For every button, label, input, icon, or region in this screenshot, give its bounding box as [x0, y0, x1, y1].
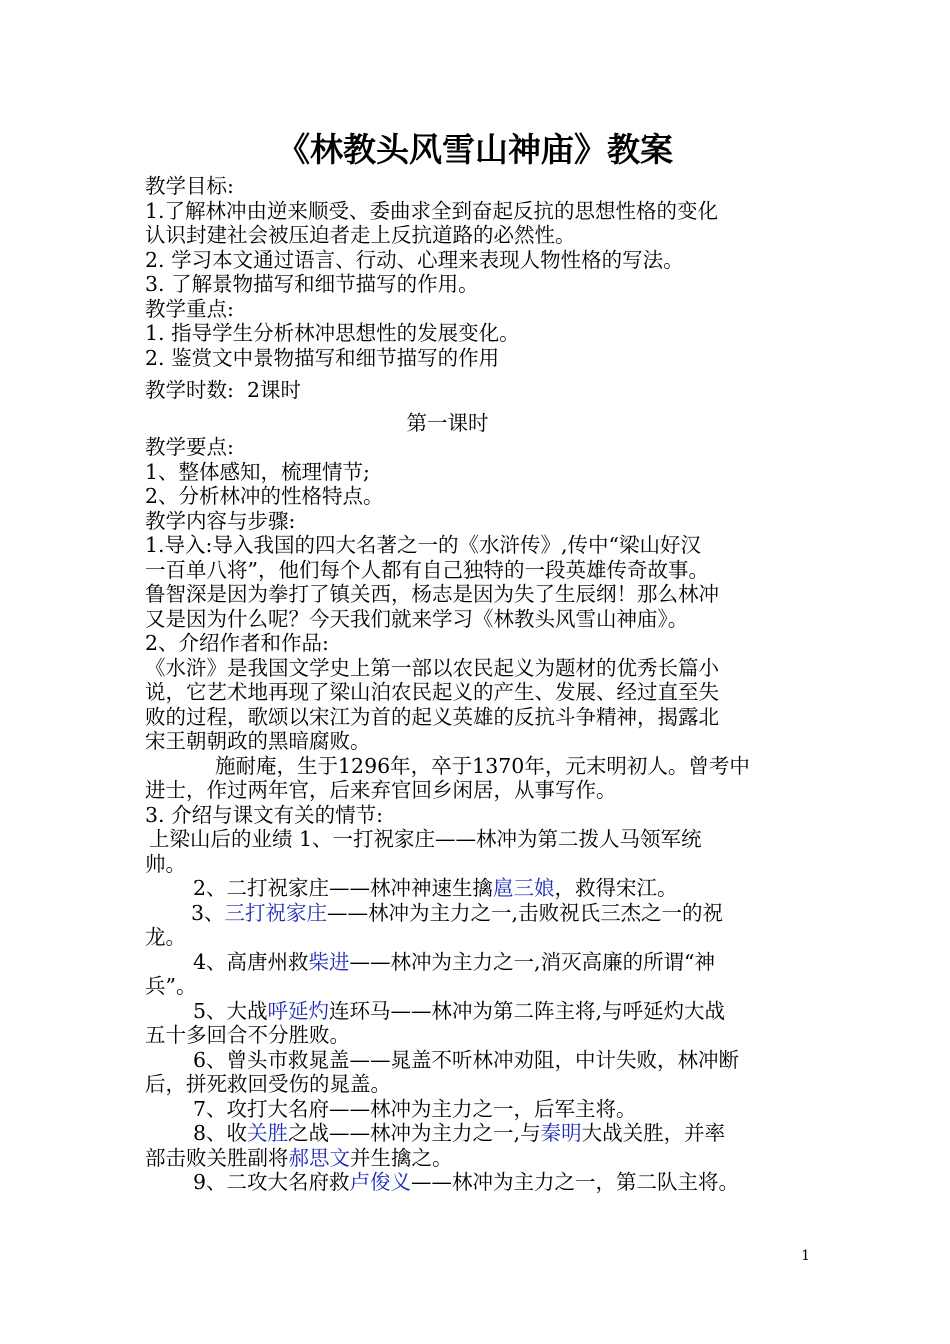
exploit-8b-tail: 并生擒之。: [350, 1145, 453, 1170]
exploit-3-text: 3、: [191, 900, 225, 925]
exploit-8: [145, 1121, 810, 1146]
intro-line-2: 一百单八将”，他们每个人都有自己独特的一段英雄传奇故事。: [145, 557, 709, 582]
hu-sanniang-link[interactable]: 扈三娘: [493, 876, 555, 900]
works-line-2: 说，它艺术地再现了梁山泊农民起义的产生、发展、经过直至失: [145, 680, 719, 704]
guan-sheng-link[interactable]: 关胜: [247, 1121, 289, 1145]
exploit-2-tail: ，救得宋江。: [554, 876, 678, 900]
hao-siwen-link[interactable]: 郝思文: [288, 1145, 350, 1170]
author-works-heading: 2、介绍作者和作品:: [145, 631, 329, 655]
goal-2: 2. 学习本文通过语言、行动、心理来表现人物性格的写法。: [145, 247, 684, 272]
exploit-4-text: 4、高唐州救: [193, 949, 309, 974]
plot-heading: 3. 介绍与课文有关的情节:: [145, 802, 383, 827]
document-title: 《林教头风雪山神庙》教案: [277, 130, 673, 169]
goal-1-line-1: 1.了解林冲由逆来顺受、委曲求全到奋起反抗的思想性格的变化: [145, 198, 719, 223]
exploit-4-line-2: 兵”。: [145, 974, 197, 998]
goal-3: 3. 了解景物描写和细节描写的作用。: [145, 272, 479, 296]
goal-1-line-2: 认识封建社会被压迫者走上反抗道路的必然性。: [145, 223, 576, 247]
exploit-5-text: 5、大战: [193, 998, 268, 1023]
exploit-2-text: 2、二打祝家庄——林冲神速生擒: [193, 876, 494, 900]
document-body: [145, 174, 810, 1195]
exploit-8-line-2: [145, 1146, 810, 1171]
exploit-5: [145, 999, 810, 1024]
exploit-3-line-2: 龙。: [145, 925, 186, 949]
huyan-zhuo-link[interactable]: 呼延灼: [267, 998, 330, 1023]
teaching-hours: 教学时数: 2课时: [145, 378, 301, 402]
exploit-9-text: 9、二攻大名府救: [193, 1170, 350, 1194]
exploit-8-tail: 大战关胜，并率: [581, 1121, 726, 1145]
intro-line-4: 又是因为什么呢？今天我们就来学习《林教头风雪山神庙》。: [145, 606, 689, 631]
author-line-2: 进士，作过两年官，后来弃官回乡闲居，从事写作。: [145, 778, 617, 802]
page-number: 1: [801, 1248, 810, 1264]
chai-jin-link[interactable]: 柴进: [308, 949, 350, 974]
works-line-1: 《水浒》是我国文学史上第一部以农民起义为题材的优秀长篇小: [145, 655, 719, 680]
exploit-6-line-2: 后，拼死救回受伤的晁盖。: [145, 1072, 391, 1096]
exploit-3: [145, 901, 810, 926]
lesson-one-heading: 第一课时: [406, 410, 489, 435]
exploit-7: 7、攻打大名府——林冲为主力之一，后军主将。: [193, 1096, 637, 1121]
author-line-1: 施耐庵，生于1296年，卒于1370年，元末明初人。曾考中: [215, 753, 750, 778]
works-line-4: 宋王朝朝政的黑暗腐败。: [145, 729, 371, 753]
exploit-9: [145, 1170, 810, 1195]
exploit-1-line-2: 帅。: [145, 851, 186, 876]
exploit-9-tail: ——林冲为主力之一，第二队主将。: [411, 1170, 740, 1194]
exploit-4: [145, 950, 810, 975]
key-point-1: 1. 指导学生分析林冲思想性的发展变化。: [145, 321, 520, 345]
exploit-2: [145, 876, 810, 901]
lu-junyi-link[interactable]: 卢俊义: [349, 1170, 412, 1194]
key-points-heading: 教学重点:: [145, 296, 234, 321]
exploit-5-tail: 连环马——林冲为第二阵主将,与呼延灼大战: [329, 998, 726, 1023]
qin-ming-link[interactable]: 秦明: [540, 1121, 582, 1145]
goals-heading: 教学目标:: [145, 174, 234, 198]
exploit-8-mid: 之战——林冲为主力之一,与: [288, 1121, 541, 1145]
exploit-1-line-1: 上梁山后的业绩 1、一打祝家庄——林冲为第二拨人马领军统: [149, 827, 702, 851]
exploit-6-line-1: 6、曾头市救晁盖——晁盖不听林冲劝阻，中计失败，林冲断: [193, 1047, 740, 1072]
third-zhujiazhuang-link[interactable]: 三打祝家庄: [224, 900, 328, 925]
exploit-5-line-2: 五十多回合不分胜败。: [145, 1023, 350, 1047]
exploit-3-tail: ——林冲为主力之一,击败祝氏三杰之一的祝: [327, 900, 724, 925]
teaching-points-heading: 教学要点:: [145, 435, 234, 459]
exploit-8b-text: 部击败关胜副将: [145, 1145, 289, 1170]
intro-line-1: 1.导入:导入我国的四大名著之一的《水浒传》,传中“梁山好汉: [145, 533, 701, 557]
exploit-8-text: 8、收: [193, 1121, 248, 1145]
intro-line-3: 鲁智深是因为拳打了镇关西，杨志是因为失了生辰纲！那么林冲: [145, 582, 719, 606]
exploit-4-tail: ——林冲为主力之一,消灭高廉的所谓“神: [349, 949, 716, 974]
teaching-point-2: 2、分析林冲的性格特点。: [145, 484, 384, 508]
steps-heading: 教学内容与步骤:: [145, 508, 296, 533]
works-line-3: 败的过程，歌颂以宋江为首的起义英雄的反抗斗争精神，揭露北: [145, 704, 719, 729]
key-point-2: 2. 鉴赏文中景物描写和细节描写的作用: [145, 345, 500, 370]
teaching-point-1: 1、整体感知，梳理情节;: [145, 459, 370, 484]
